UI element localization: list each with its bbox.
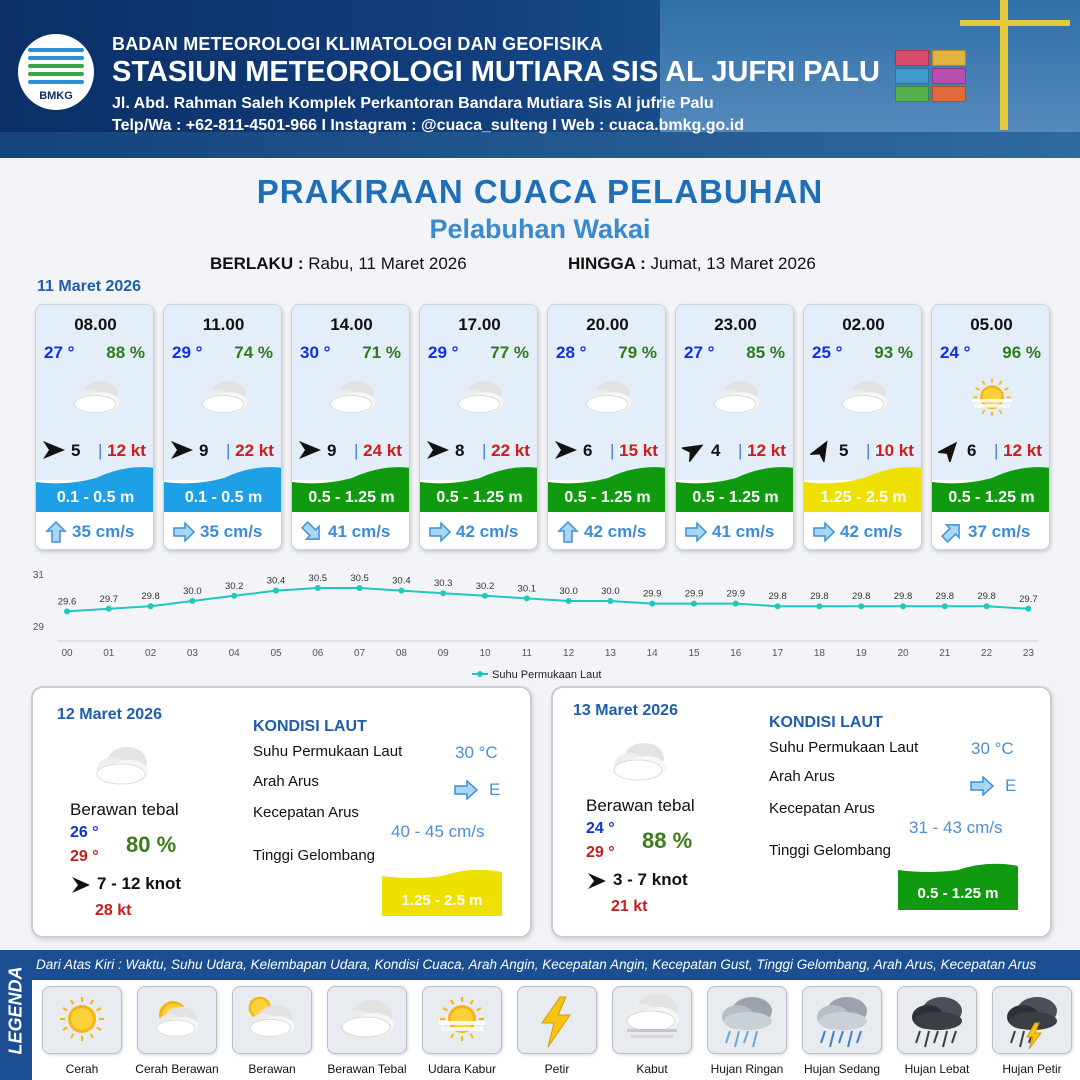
wave-height: 0.1 - 0.5 m — [56, 489, 135, 506]
sst-data-label: 30.0 — [559, 586, 578, 597]
wave-height: 0.1 - 0.5 m — [184, 489, 263, 506]
day2-sst-value: 30 °C — [455, 743, 498, 762]
x-tick-label: 12 — [563, 648, 575, 659]
legend-tile — [137, 986, 217, 1054]
sst-data-label: 29.9 — [642, 588, 662, 600]
heavy-rain-icon — [906, 993, 968, 1049]
x-tick-label: 13 — [604, 648, 616, 659]
hazy-sun-icon — [961, 375, 1023, 423]
air-temperature: 27 ° — [44, 343, 75, 362]
legend-tile — [327, 986, 407, 1054]
day1-date: 11 Maret 2026 — [37, 278, 142, 295]
sst-data-point — [315, 585, 321, 591]
sst-data-point — [482, 593, 488, 599]
forecast-card — [931, 304, 1050, 550]
sst-data-label: 30.1 — [517, 583, 537, 595]
current-speed: 35 cm/s — [200, 522, 263, 541]
gust-value: 12 kt — [1003, 441, 1042, 460]
x-tick-label: 11 — [521, 648, 532, 659]
legend-item — [422, 986, 502, 1080]
bmkg-logo — [18, 34, 94, 110]
x-tick-label: 19 — [855, 648, 867, 659]
sst-data-point — [189, 598, 195, 604]
current-direction-icon — [300, 520, 324, 544]
agency-name: BADAN METEOROLOGI KLIMATOLOGI DAN GEOFISIKA — [112, 34, 603, 54]
hazy-sun-icon — [431, 993, 493, 1049]
gust-speed: | 22 kt — [226, 441, 274, 460]
x-tick-label: 17 — [772, 648, 784, 659]
day3-condition: Berawan tebal — [586, 796, 695, 815]
sst-data-label: 29.7 — [1019, 593, 1038, 605]
page-title: PRAKIRAAN CUACA PELABUHAN — [256, 173, 824, 210]
legend-tile — [612, 986, 692, 1054]
legend-item-label: Kabut — [636, 1062, 668, 1076]
container-graphic — [932, 86, 966, 102]
wind-direction-icon — [938, 438, 962, 462]
valid-to-value: Jumat, 13 Maret 2026 — [650, 254, 816, 273]
gust-value: 12 kt — [747, 441, 786, 460]
x-tick-label: 18 — [813, 648, 825, 659]
legend-label: Suhu Permukaan Laut — [492, 669, 602, 681]
day3-gust: 21 kt — [611, 898, 648, 915]
legend-tile — [802, 986, 882, 1054]
day2-temp-min: 26 ° — [70, 824, 99, 841]
y-tick-label: 29 — [32, 622, 44, 633]
day3-wave-value: 0.5 - 1.25 m — [917, 885, 999, 902]
wind-speed: 4 — [711, 441, 721, 460]
x-tick-label: 08 — [395, 648, 407, 659]
day3-temp-max: 29 ° — [586, 844, 615, 861]
weather-condition — [193, 375, 255, 423]
current-arrow-icon — [453, 780, 479, 800]
legend-item-label: Berawan Tebal — [327, 1062, 407, 1076]
floor-graphic — [0, 132, 1080, 158]
cloud-icon — [65, 375, 127, 423]
day3-dir-label: Arah Arus — [769, 768, 835, 785]
wind-arrow-icon — [70, 874, 92, 896]
sst-data-label: 30.0 — [183, 586, 202, 597]
legend-marker — [477, 671, 483, 677]
sst-data-point — [106, 606, 112, 612]
sst-data-point — [273, 588, 279, 594]
sst-data-point — [231, 593, 237, 599]
wind-speed: 5 — [71, 441, 81, 460]
container-graphic — [895, 68, 929, 84]
day2-gust: 28 kt — [95, 902, 132, 919]
day3-date: 13 Maret 2026 — [573, 702, 678, 719]
air-temperature: 25 ° — [812, 343, 843, 362]
current-direction-icon — [556, 520, 580, 544]
day2-dir-value: E — [489, 780, 501, 799]
sst-data-label: 30.4 — [266, 575, 286, 587]
container-graphic — [895, 50, 929, 66]
forecast-card — [803, 304, 922, 550]
current-arrow-icon — [969, 776, 995, 796]
forecast-time: 11.00 — [202, 315, 245, 334]
day2-sst-label: Suhu Permukaan Laut — [253, 743, 403, 760]
fog-icon — [621, 993, 683, 1049]
weather-condition — [961, 375, 1023, 423]
sun-icon — [51, 993, 113, 1049]
sst-data-label: 29.8 — [768, 591, 787, 603]
day2-humidity: 80 % — [126, 832, 177, 857]
sst-data-point — [1025, 606, 1031, 612]
legend-item-label: Udara Kabur — [427, 1062, 497, 1076]
legend-tile — [422, 986, 502, 1054]
humidity: 79 % — [618, 343, 657, 362]
day2-wind: 7 - 12 knot — [97, 874, 182, 893]
sst-data-point — [733, 601, 739, 607]
valid-to — [568, 254, 816, 274]
x-tick-label: 04 — [228, 648, 240, 659]
gust-speed: | 12 kt — [98, 441, 146, 460]
sst-data-label: 30.5 — [308, 573, 328, 584]
legend-item — [612, 986, 692, 1080]
air-temperature: 29 ° — [428, 343, 459, 362]
cloud-icon — [833, 375, 895, 423]
sst-data-point — [357, 585, 363, 591]
day3-humidity: 88 % — [642, 828, 693, 853]
x-tick-label: 14 — [646, 648, 658, 659]
day2-wave-label: Tinggi Gelombang — [253, 847, 376, 864]
humidity: 85 % — [746, 343, 785, 362]
sst-data-label: 29.8 — [893, 591, 913, 603]
humidity: 77 % — [490, 343, 529, 362]
sst-series-line — [67, 588, 1028, 611]
sst-data-label: 29.8 — [977, 591, 996, 603]
forecast-time: 20.00 — [586, 315, 629, 334]
day3-sea-heading: KONDISI LAUT — [769, 714, 883, 731]
cloud-icon — [577, 375, 639, 423]
day2-wave-value: 1.25 - 2.5 m — [401, 892, 483, 909]
sst-data-label: 30.5 — [350, 573, 369, 584]
weather-condition — [449, 375, 511, 423]
station-name: STASIUN METEOROLOGI MUTIARA SIS AL JUFRI PALU — [112, 56, 880, 88]
sst-data-point — [649, 601, 655, 607]
humidity: 74 % — [234, 343, 273, 362]
gust-value: 15 kt — [619, 441, 658, 460]
x-tick-label: 21 — [939, 648, 951, 659]
sst-data-point — [64, 608, 70, 614]
gust-speed: | 24 kt — [354, 441, 402, 460]
x-tick-label: 20 — [897, 648, 909, 659]
gust-value: 12 kt — [107, 441, 146, 460]
legend-title: LEGENDA — [5, 966, 26, 1055]
wind-direction-icon — [170, 438, 194, 462]
sst-data-label: 29.8 — [810, 591, 829, 603]
x-tick-label: 23 — [1022, 648, 1034, 659]
wind-speed: 9 — [327, 441, 337, 460]
humidity: 96 % — [1002, 343, 1041, 362]
container-graphic — [932, 68, 966, 84]
legend-tile — [42, 986, 122, 1054]
sst-data-point — [440, 590, 446, 596]
sst-data-label: 29.8 — [935, 591, 955, 603]
weather-condition — [577, 375, 639, 423]
air-temperature: 29 ° — [172, 343, 203, 362]
forecast-card — [675, 304, 794, 550]
wave-height: 0.5 - 1.25 m — [564, 489, 651, 506]
legend-item — [232, 986, 312, 1080]
air-temperature: 27 ° — [684, 343, 715, 362]
gust-value: 22 kt — [235, 441, 274, 460]
sst-data-point — [775, 603, 781, 609]
wave-height: 0.5 - 1.25 m — [308, 489, 395, 506]
forecast-card — [547, 304, 666, 550]
wind-direction-icon — [42, 438, 66, 462]
gust-speed: | 12 kt — [994, 441, 1042, 460]
humidity: 88 % — [106, 343, 145, 362]
y-tick-label: 31 — [32, 570, 44, 581]
sst-data-point — [607, 598, 613, 604]
x-tick-label: 01 — [103, 648, 115, 659]
logo-text: BMKG — [39, 90, 73, 102]
current-speed: 42 cm/s — [840, 522, 903, 541]
lightning-icon — [526, 993, 588, 1049]
wave-height: 1.25 - 2.5 m — [820, 489, 907, 506]
x-tick-label: 15 — [688, 648, 700, 659]
legend-item — [327, 986, 407, 1080]
legend-side — [0, 950, 32, 1080]
day2-date: 12 Maret 2026 — [57, 706, 162, 723]
station-contact: Telp/Wa : +62-811-4501-966 I Instagram : @cuaca_sulteng I Web : cuaca.bmkg.go.id — [112, 117, 744, 134]
sst-data-label: 29.8 — [141, 591, 160, 603]
day2-sea-heading: KONDISI LAUT — [253, 718, 367, 735]
gust-value: 10 kt — [875, 441, 914, 460]
gust-value: 24 kt — [363, 441, 402, 460]
wave-height: 0.5 - 1.25 m — [948, 489, 1035, 506]
current-direction-icon — [940, 520, 964, 544]
legend-item — [802, 986, 882, 1080]
gust-speed: | 15 kt — [610, 441, 658, 460]
legend-item — [897, 986, 977, 1080]
day2-condition: Berawan tebal — [70, 800, 179, 819]
legend-item-label: Cerah — [65, 1062, 99, 1076]
forecast-card — [291, 304, 410, 550]
cloud-icon — [193, 375, 255, 423]
forecast-time: 02.00 — [842, 315, 885, 334]
cloud-icon — [336, 993, 398, 1049]
x-tick-label: 00 — [61, 648, 73, 659]
legend-item — [707, 986, 787, 1080]
legend-item — [137, 986, 217, 1080]
weather-condition — [705, 375, 767, 423]
legend-item — [42, 986, 122, 1080]
forecast-time: 14.00 — [330, 315, 373, 334]
forecast-time: 05.00 — [970, 315, 1013, 334]
cloud-icon — [91, 740, 153, 788]
header-banner — [0, 0, 1080, 158]
container-graphic — [932, 50, 966, 66]
sst-data-label: 30.3 — [433, 578, 453, 590]
current-speed: 42 cm/s — [456, 522, 519, 541]
weather-condition — [321, 375, 383, 423]
day2-dir-label: Arah Arus — [253, 773, 319, 790]
wave-height: 0.5 - 1.25 m — [436, 489, 523, 506]
day2-speed-label: Kecepatan Arus — [253, 804, 359, 821]
x-tick-label: 03 — [186, 648, 198, 659]
valid-to-label: HINGGA : — [568, 254, 646, 273]
sst-data-label: 30.4 — [392, 575, 411, 587]
sea-surface-temp-chart — [30, 565, 1070, 683]
wind-speed: 6 — [967, 441, 977, 460]
forecast-time: 23.00 — [714, 315, 757, 334]
sst-data-point — [942, 603, 948, 609]
partly-cloudy-icon — [241, 993, 303, 1049]
legend-item-label: Hujan Lebat — [904, 1062, 970, 1076]
forecast-time: 08.00 — [74, 315, 117, 334]
current-direction-icon — [44, 520, 68, 544]
day2-temp-max: 29 ° — [70, 848, 99, 865]
legend-item-label: Berawan — [248, 1062, 296, 1076]
day3-temp-min: 24 ° — [586, 820, 615, 837]
wind-arrow-icon — [586, 870, 608, 892]
legend-tile — [992, 986, 1072, 1054]
current-speed: 41 cm/s — [712, 522, 775, 541]
x-tick-label: 06 — [312, 648, 324, 659]
sst-data-point — [816, 603, 822, 609]
sst-data-point — [148, 603, 154, 609]
day3-speed-value: 31 - 43 cm/s — [909, 818, 1003, 837]
humidity: 93 % — [874, 343, 913, 362]
sst-data-point — [691, 601, 697, 607]
sst-data-point — [900, 603, 906, 609]
crane-graphic — [960, 20, 1070, 26]
sst-data-label: 29.8 — [851, 591, 871, 603]
day3-sst-value: 30 °C — [971, 739, 1014, 758]
current-direction-icon — [812, 520, 836, 544]
forecast-time: 17.00 — [458, 315, 501, 334]
legend-item-label: Hujan Ringan — [710, 1062, 784, 1076]
day2-speed-value: 40 - 45 cm/s — [391, 822, 485, 841]
moderate-rain-icon — [811, 993, 873, 1049]
legend-tile — [232, 986, 312, 1054]
current-speed: 35 cm/s — [72, 522, 135, 541]
x-tick-label: 16 — [730, 648, 742, 659]
day3-wave-label: Tinggi Gelombang — [769, 842, 892, 859]
air-temperature: 24 ° — [940, 343, 971, 362]
day3-panel — [551, 686, 1052, 938]
sst-data-point — [566, 598, 572, 604]
legend-item — [517, 986, 597, 1080]
sst-data-point — [398, 588, 404, 594]
sun-cloud-icon — [146, 993, 208, 1049]
weather-condition — [65, 375, 127, 423]
current-direction-icon — [428, 520, 452, 544]
air-temperature: 28 ° — [556, 343, 587, 362]
legend-item-label: Cerah Berawan — [135, 1062, 219, 1076]
container-graphic — [895, 86, 929, 102]
wind-direction-icon — [298, 438, 322, 462]
valid-from — [210, 254, 467, 274]
current-direction-icon — [684, 520, 708, 544]
sst-data-label: 29.9 — [684, 588, 704, 600]
x-tick-label: 02 — [145, 648, 157, 659]
current-direction-icon — [172, 520, 196, 544]
wind-direction-icon — [810, 438, 834, 462]
x-tick-label: 09 — [437, 648, 449, 659]
gust-speed: | 22 kt — [482, 441, 530, 460]
legend-tile — [897, 986, 977, 1054]
legend-item-label: Petir — [544, 1062, 570, 1076]
sst-data-label: 30.2 — [224, 580, 244, 592]
gust-speed: | 12 kt — [738, 441, 786, 460]
day3-wind: 3 - 7 knot — [613, 870, 688, 889]
station-address: Jl. Abd. Rahman Saleh Komplek Perkantoran Bandara Mutiara Sis Al jufrie Palu — [112, 95, 714, 112]
valid-from-value: Rabu, 11 Maret 2026 — [308, 254, 467, 273]
day3-dir-value: E — [1005, 776, 1017, 795]
wind-direction-icon — [554, 438, 578, 462]
light-rain-icon — [716, 993, 778, 1049]
x-tick-label: 10 — [479, 648, 491, 659]
wind-direction-icon — [426, 438, 450, 462]
gust-speed: | 10 kt — [866, 441, 914, 460]
legend — [0, 950, 1080, 1080]
sst-data-label: 29.9 — [726, 588, 746, 600]
wind-speed: 9 — [199, 441, 209, 460]
forecast-card — [419, 304, 538, 550]
sst-data-label: 30.2 — [475, 580, 495, 592]
forecast-card — [163, 304, 282, 550]
sst-data-label: 29.7 — [99, 593, 119, 605]
x-tick-label: 07 — [354, 648, 366, 659]
legend-item-label: Hujan Sedang — [803, 1062, 881, 1076]
thunder-rain-icon — [1001, 993, 1063, 1049]
sst-data-point — [858, 603, 864, 609]
legend-description: Dari Atas Kiri : Waktu, Suhu Udara, Kelembapan Udara, Kondisi Cuaca, Arah Angin, Kecepatan Angin, Kecepatan Gust, Tinggi Gelombang, Arah Arus, Kecepatan Arus — [32, 950, 1080, 980]
forecast-card — [35, 304, 154, 550]
current-speed: 41 cm/s — [328, 522, 391, 541]
gust-value: 22 kt — [491, 441, 530, 460]
port-name: Pelabuhan Wakai — [429, 214, 651, 244]
cloud-icon — [705, 375, 767, 423]
sst-data-label: 30.0 — [601, 586, 620, 597]
wind-speed: 6 — [583, 441, 593, 460]
x-tick-label: 22 — [981, 648, 993, 659]
day3-speed-label: Kecepatan Arus — [769, 800, 875, 817]
x-tick-label: 05 — [270, 648, 282, 659]
sst-data-point — [984, 603, 990, 609]
cloud-icon — [449, 375, 511, 423]
humidity: 71 % — [362, 343, 401, 362]
legend-item-label: Hujan Petir — [1002, 1062, 1062, 1076]
day2-panel — [31, 686, 532, 938]
wind-speed: 8 — [455, 441, 465, 460]
legend-item — [992, 986, 1072, 1080]
cloud-icon — [608, 736, 670, 784]
day3-sst-label: Suhu Permukaan Laut — [769, 739, 919, 756]
current-speed: 42 cm/s — [584, 522, 647, 541]
wind-direction-icon — [682, 438, 706, 462]
wind-speed: 5 — [839, 441, 849, 460]
sst-data-label: 29.6 — [57, 596, 77, 608]
wave-height: 0.5 - 1.25 m — [692, 489, 779, 506]
current-speed: 37 cm/s — [968, 522, 1031, 541]
air-temperature: 30 ° — [300, 343, 331, 362]
legend-tile — [707, 986, 787, 1054]
cloud-icon — [321, 375, 383, 423]
sst-data-point — [524, 595, 530, 601]
weather-condition — [833, 375, 895, 423]
legend-tile — [517, 986, 597, 1054]
valid-from-label: BERLAKU : — [210, 254, 304, 273]
